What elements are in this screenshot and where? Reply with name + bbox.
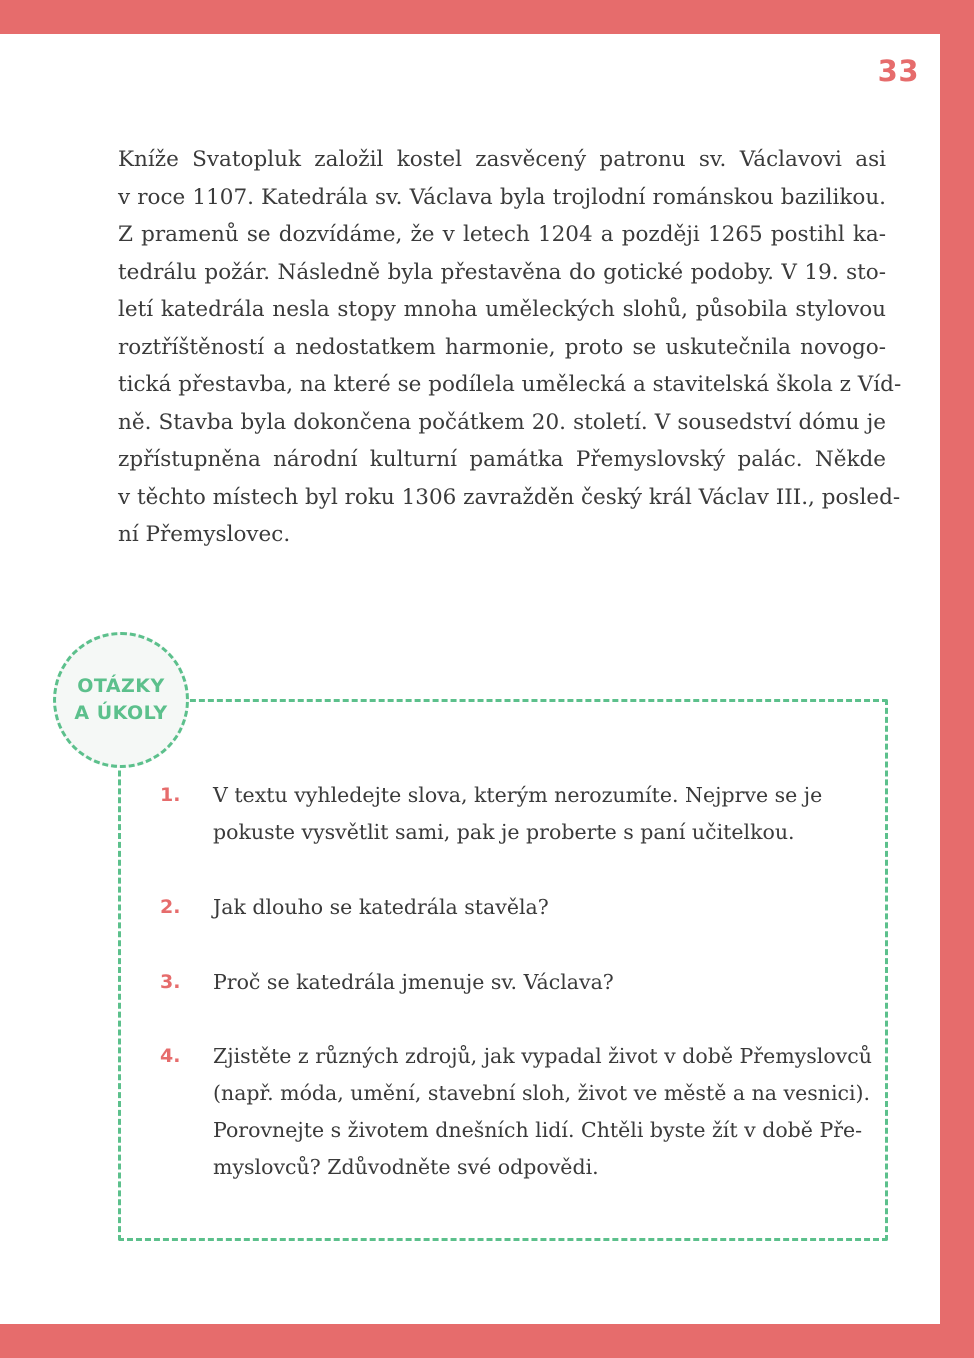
body-line: ní Přemyslovec. [118,522,291,547]
task-text-line: (např. móda, umění, stavební sloh, život ve městě a na vesnici). [213,1081,871,1105]
task-text-line: Porovnejte s životem dnešních lidí. Chtěli byste žít v době Pře- [213,1118,863,1142]
body-line: Kníže Svatopluk založil kostel zasvěcený patronu sv. Václavovi asi [118,147,886,172]
task-number: 2. [160,896,181,918]
page-sheet [0,34,940,1324]
body-paragraph [118,141,902,554]
body-line: Z pramenů se dozvídáme, že v letech 1204 a později 1265 postihl ka- [118,222,886,247]
task-text-line: myslovců? Zdůvodněte své odpovědi. [213,1155,599,1179]
body-line: v těchto místech byl roku 1306 zavražděn český král Václav III., posled- [118,484,901,510]
body-line: tedrálu požár. Následně byla přestavěna do gotické podoby. V 19. sto- [118,259,886,285]
task-number: 3. [160,971,181,993]
task-text-line: Jak dlouho se katedrála stavěla? [213,895,549,919]
badge-line: OTÁZKY [77,675,165,697]
body-line: ně. Stavba byla dokončena počátkem 20. století. V sousedství dómu je [118,409,886,435]
task-text-line: Proč se katedrála jmenuje sv. Václava? [213,970,614,994]
task-text-line: pokuste vysvětlit sami, pak je proberte s paní učitelkou. [213,820,795,844]
body-line: roztříštěností a nedostatkem harmonie, proto se uskutečnila novogo- [118,334,886,360]
task-text-line: V textu vyhledejte slova, kterým nerozumíte. Nejprve se je [213,783,823,807]
task-text-line: Zjistěte z různých zdrojů, jak vypadal život v době Přemyslovců [213,1044,872,1068]
body-line: tická přestavba, na které se podílela umělecká a stavitelská škola z Víd- [118,372,902,397]
body-line: zpřístupněna národní kulturní památka Přemyslovský palác. Někde [118,447,886,472]
badge-line: A ÚKOLY [74,702,168,724]
body-line: v roce 1107. Katedrála sv. Václava byla trojlodní románskou bazilikou. [118,184,886,210]
task-number: 4. [160,1045,181,1067]
page-number: 33 [877,54,919,88]
task-number: 1. [160,784,181,806]
body-line: letí katedrála nesla stopy mnoha uměleckých slohů, působila stylovou [118,297,886,322]
questions-badge [53,632,189,768]
